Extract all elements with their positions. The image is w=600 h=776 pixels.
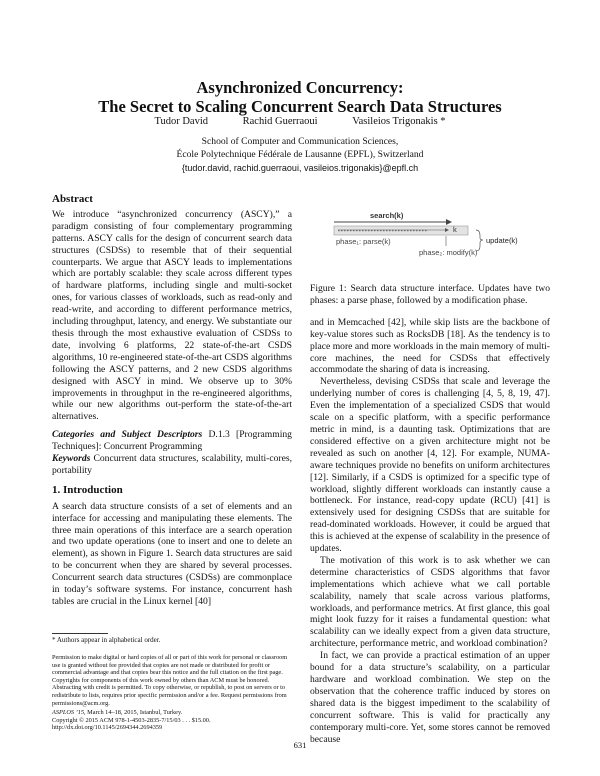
introduction-heading: 1. Introduction <box>52 483 123 496</box>
right-paragraph-2: The motivation of this work is to ask whether we can determine characteristics of CSDS algorithms that favor implementations which achieve what we call portable scalability, namely that scale across various platforms, workloads, and performance metrics. At first glance, this goal might look fuzzy for it raises a fundamental question: what scalability can we ideally expect from a given data structure, architecture, performance metric, and workload combination? <box>310 554 550 650</box>
key-label: k <box>453 225 457 234</box>
parse-phase-label: phase₁: parse(k) <box>336 237 391 246</box>
categories-paragraph <box>52 429 292 453</box>
modify-phase-label: phase₂: modify(k) <box>419 248 478 257</box>
doi-line: http://dx.doi.org/10.1145/2694344.2694359 <box>52 724 163 732</box>
update-label: update(k) <box>486 236 518 245</box>
footnote-authors: * Authors appear in alphabetical order. <box>52 636 161 644</box>
permission-notice <box>52 654 292 732</box>
affiliation-line-2: École Polytechnique Fédérale de Lausanne (EPFL), Switzerland <box>176 149 424 160</box>
conference-name: ASPLOS ’15, <box>52 709 86 717</box>
right-paragraph-3: In fact, we can provide a practical estimation of an upper bound for a data structure’s scalability, on a particular hardware and workload combination. We step on the observation that the coherence traffic induced by stores on shared data is the biggest impediment to the scalability of concurrent software. This is valid for practically any contemporary multi-core. Yet, some stores cannot be removed because <box>310 650 550 745</box>
right-paragraph-1: Nevertheless, devising CSDSs that scale and leverage the underlying number of cores is challenging [4, 5, 8, 19, 47]. Even the implementation of a specialized CSDS that would scale on a specific platform, with a specific performance metric in mind, is a daunting task. Optimizations that are considered effective on a given architecture might not be revealed as such on another [4, 12]. For example, NUMA-aware techniques provide no benefits on uniform architectures [12]. Similarly, if a CSDS is optimized for a specific type of workload, slightly different workloads can instantly cause a bottleneck. For instance, read-copy update (RCU) [41] is extensively used for designing CSDSs that are suitable for read-dominated workloads. However, it could be argued that this is achieved at the expense of scalability in the presence of updates. <box>310 376 550 555</box>
right-paragraph-0: and in Memcached [42], while skip lists are the backbone of key-value stores such as RocksDB [18]. As the tendency is to place more and more workloads in the main memory of multi-core machines, the need for CSDSs that effectively accommodate the sharing of data is increasing. <box>310 316 550 376</box>
paper-title-line-1: Asynchronized Concurrency: <box>196 78 404 97</box>
page-number: 631 <box>293 740 307 750</box>
right-column <box>310 283 550 745</box>
keywords-label: Keywords <box>52 453 91 465</box>
author-emails: {tudor.david, rachid.guerraoui, vasileios.trigonakis}@epfl.ch <box>181 163 419 173</box>
copyright-line: Copyright © 2015 ACM 978-1-4503-2835-7/15/03 . . . $15.00. <box>52 716 211 724</box>
search-label: search(k) <box>370 211 404 220</box>
conference-line <box>52 709 292 717</box>
figure-1-diagram <box>328 208 538 268</box>
author-name: Rachid Guerraoui <box>242 116 318 127</box>
left-column <box>52 194 292 608</box>
abstract-heading: Abstract <box>52 193 93 205</box>
search-arrow-head <box>446 219 452 225</box>
conference-details: March 14–18, 2015, Istanbul, Turkey. <box>87 709 183 717</box>
paper-title-line-2: The Secret to Scaling Concurrent Search Data Structures <box>98 97 502 116</box>
figure-1-caption: Figure 1: Search data structure interface. Updates have two phases: a parse phase, followed by a modification phase. <box>310 283 550 306</box>
intro-paragraph-1: A search data structure consists of a set of elements and an interface for accessing and manipulating these elements. The three main operations of this interface are a search operation and two update operations (one to insert and one to delete an element), as shown in Figure 1. Search data structures are said to be concurrent when they are shared by several processes. Concurrent search data structures (CSDSs) are commonplace in today’s software systems. For instance, concurrent hash tables are crucial in the Linux kernel [40] <box>52 500 292 607</box>
categories-label: Categories and Subject Descriptors <box>52 429 203 441</box>
keywords-text: Concurrent data structures, scalability, multi-cores, portability <box>52 453 292 476</box>
author-name: Vasileios Trigonakis * <box>352 116 446 127</box>
affiliation-line-1: School of Computer and Communication Sciences, <box>201 136 399 147</box>
categories-text: D.1.3 [Programming Techniques]: Concurrent Programming <box>52 429 292 453</box>
keywords-paragraph <box>52 453 292 477</box>
permission-text: Permission to make digital or hard copies of all or part of this work for personal or classroom use is granted without fee provided that copies are not made or distributed for profit or commercial advantage and that copies bear this notice and the full citation on the first page. Copyrights for components of this work owned by others than ACM must be honored. Abstracting with credit is permitted. To copy otherwise, or republish, to post on servers or to redistribute to lists, requires prior specific permission and/or a fee. Request permissions from permissions@acm.org. <box>52 654 288 707</box>
footnote-rule <box>52 633 108 634</box>
abstract-text: We introduce “asynchronized concurrency (ASCY),” a paradigm consisting of four complementary programming patterns. ASCY calls for the design of concurrent search data structures (CSDSs) to resemble that of their sequential counterparts. We argue that ASCY leads to implementations which are portably scalable: they scale across different types of hardware platforms, including single and multi-socket ones, for various classes of workloads, such as read-only and read-write, and according to different performance metrics, including throughput, latency, and energy. We substantiate our thesis through the most exhaustive evaluation of CSDSs to date, involving 6 platforms, 22 state-of-the-art CSDS algorithms, 10 re-engineered state-of-the-art CSDS algorithms following the ASCY patterns, and 2 new CSDS algorithms designed with ASCY in mind. We observe up to 30% improvements in throughput in the re-engineered algorithms, while our new algorithms out-perform the state-of-the-art alternatives. <box>52 208 292 423</box>
author-name: Tudor David <box>154 116 209 127</box>
author-list <box>0 116 600 127</box>
